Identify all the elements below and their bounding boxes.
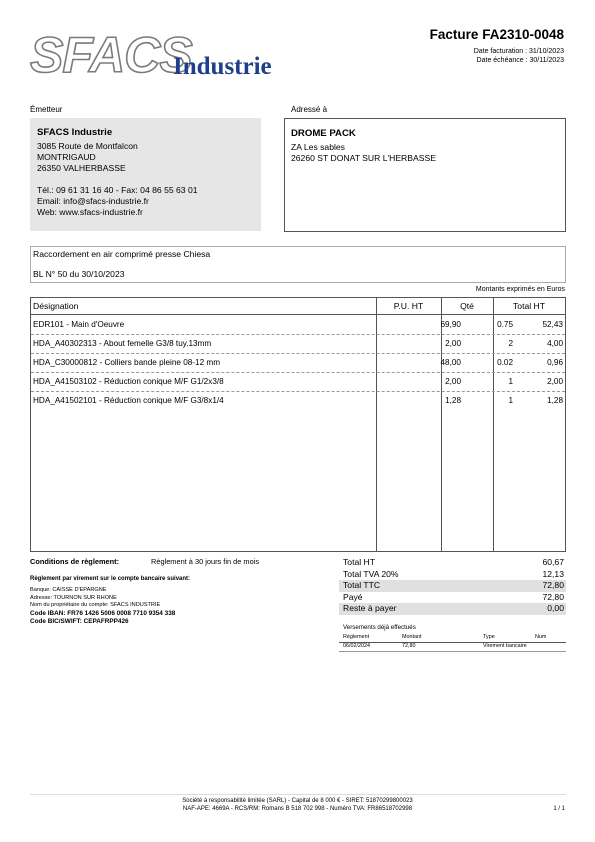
invoice-title: Facture FA2310-0048 [429, 27, 564, 42]
table-row [31, 334, 565, 354]
row-unit-price: 2,00 [445, 377, 461, 386]
payments-header [339, 634, 566, 643]
delivery-note-ref: BL N° 50 du 30/10/2023 [33, 269, 125, 279]
row-designation: HDA_A40302313 - About femelle G3/8 tuy.13mm [33, 339, 212, 348]
emitter-email: Email: info@sfacs-industrie.fr [37, 196, 149, 206]
company-logo-suffix: Industrie [173, 53, 272, 80]
row-qty: 1 [508, 396, 513, 405]
payments-col-amount: Montant [402, 634, 422, 640]
row-qty: 0.75 [497, 320, 513, 329]
currency-note: Montants exprimés en Euros [475, 286, 565, 293]
row-designation: HDA_C30000812 - Colliers bande pleine 08-12 mm [33, 358, 221, 367]
recipient-label: Adressé à [291, 105, 328, 114]
total-label: Total TTC [343, 580, 381, 590]
col-designation-header: Désignation [33, 301, 79, 311]
row-unit-price: 48,00 [440, 358, 461, 367]
col-qty-header: Qté [460, 301, 474, 311]
row-qty: 0.02 [497, 358, 513, 367]
emitter-name: SFACS Industrie [37, 127, 113, 138]
table-row [31, 391, 565, 410]
payment-row [339, 643, 566, 652]
payment-date: 06/02/2024 [343, 643, 370, 649]
recipient-address: ZA Les sables [291, 142, 345, 152]
row-designation: HDA_A41502101 - Réduction conique M/F G3/8x1/4 [33, 396, 224, 405]
iban: Code IBAN: FR76 1426 5006 0008 7710 9354 338 [30, 610, 176, 617]
row-qty: 2 [508, 339, 513, 348]
col-unit-price-header: P.U. HT [393, 301, 424, 311]
emitter-label: Émetteur [30, 105, 63, 114]
account-owner: Nom du propriétaire du compte: SFACS INDUSTRIE [30, 602, 161, 608]
table-row [31, 353, 565, 373]
total-value: 12,13 [542, 568, 564, 579]
footer-legal-line1: Société à responsabilité limitée (SARL) - Capital de 8 000 € - SIRET: 51870299800023 [182, 798, 413, 804]
items-table [30, 297, 566, 552]
row-total: 52,43 [542, 320, 563, 329]
row-designation: EDR101 - Main d'Oeuvre [33, 320, 125, 329]
recipient-box [284, 118, 566, 232]
payment-conditions-label: Conditions de règlement: [30, 557, 120, 566]
total-label: Total TVA 20% [343, 568, 399, 579]
payment-amount: 72,80 [402, 643, 416, 649]
recipient-name: DROME PACK [291, 128, 356, 139]
payments-col-num: Num [535, 634, 547, 640]
payments-done-title: Versements déjà effectués [343, 624, 416, 631]
total-value: 72,80 [542, 591, 564, 602]
page-number: 1 / 1 [553, 806, 565, 812]
emitter-zip-city: 26350 VALHERBASSE [37, 163, 126, 173]
remaining-row [339, 603, 566, 615]
footer-legal-line2: NAF-APE: 4669A - RCS/RM: Romans B 518 702 998 - Numéro TVA: FR86518702998 [182, 806, 413, 812]
total-label: Payé [343, 591, 363, 602]
total-value: 60,67 [542, 557, 564, 567]
row-unit-price: 1,28 [445, 396, 461, 405]
row-designation: HDA_A41503102 - Réduction conique M/F G1/2x3/8 [33, 377, 224, 386]
col-total-header: Total HT [513, 301, 545, 311]
bank-address: Adresse: TOURNON SUR RHONE [30, 594, 117, 601]
footer-divider [30, 794, 566, 795]
total-value: 0,00 [547, 603, 564, 613]
bank-name: Banque: CAISSE D'EPARGNE [30, 587, 107, 593]
emitter-web: Web: www.sfacs-industrie.fr [37, 207, 143, 217]
row-total: 2,00 [547, 377, 563, 386]
subject-line: Raccordement en air comprimé presse Chiesa [33, 249, 211, 259]
payment-conditions-value: Règlement à 30 jours fin de mois [151, 557, 260, 566]
payment-type: Virement bancaire [483, 643, 527, 649]
emitter-phone: Tél.: 09 61 31 16 40 - Fax: 04 86 55 63 01 [37, 185, 198, 195]
invoice-date: Date facturation : 31/10/2023 [473, 48, 564, 55]
bank-transfer-label: Règlement par virement sur le compte bancaire suivant: [30, 576, 191, 582]
total-label: Reste à payer [343, 603, 397, 613]
row-unit-price: 69,90 [440, 320, 461, 329]
total-tva-row [339, 569, 566, 581]
total-ttc-row [339, 580, 566, 592]
table-row [31, 315, 565, 335]
bic-swift: Code BIC/SWIFT: CEPAFRPP426 [30, 618, 129, 625]
paid-row [339, 592, 566, 604]
row-total: 1,28 [547, 396, 563, 405]
recipient-zip-city: 26260 ST DONAT SUR L'HERBASSE [291, 153, 436, 163]
subject-box [30, 246, 566, 283]
payments-col-type: Type [483, 634, 495, 640]
company-logo: SFACS [30, 27, 192, 83]
emitter-city: MONTRIGAUD [37, 152, 96, 162]
total-ht-row [339, 557, 566, 569]
emitter-address: 3085 Route de Montfalcon [37, 141, 138, 151]
emitter-box [30, 118, 261, 231]
row-total: 4,00 [547, 339, 563, 348]
invoice-due-date: Date échéance : 30/11/2023 [476, 57, 564, 64]
row-total: 0,96 [547, 358, 563, 367]
payments-col-date: Règlement [343, 634, 370, 640]
row-unit-price: 2,00 [445, 339, 461, 348]
total-value: 72,80 [542, 580, 564, 590]
total-label: Total HT [343, 557, 375, 567]
table-row [31, 372, 565, 392]
row-qty: 1 [508, 377, 513, 386]
